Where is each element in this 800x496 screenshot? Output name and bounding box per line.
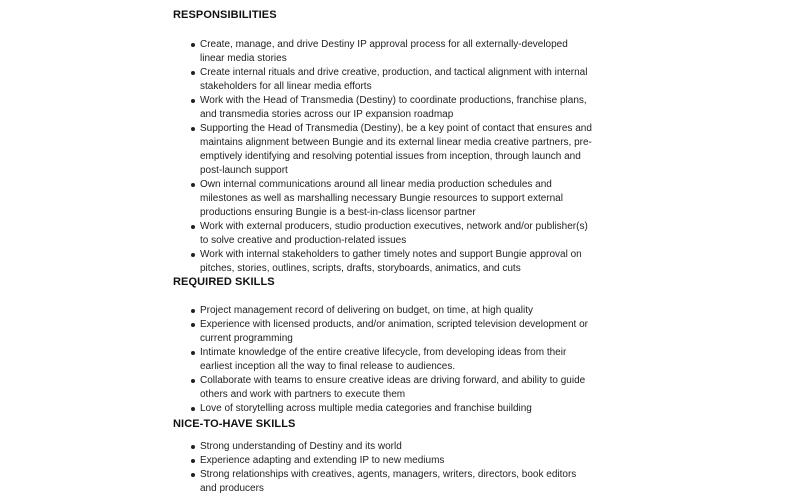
list-item: Supporting the Head of Transmedia (Destiny), be a key point of contact that ensures and maintains alignment between Bungie and its external linear media creative partners, pre-emptively identifying and resolving potential issues from inception, through launch and post-launch support (173, 122, 593, 178)
nice-to-have-list (173, 440, 593, 496)
required-skills-section (173, 275, 593, 416)
nice-to-have-section (173, 417, 593, 496)
section-title-required-skills: REQUIRED SKILLS (173, 276, 275, 288)
list-item: Experience adapting and extending IP to new mediums (173, 454, 593, 468)
list-item: Collaborate with teams to ensure creative ideas are driving forward, and ability to guide others and work with partners to execute them (173, 374, 593, 402)
list-item: Intimate knowledge of the entire creative lifecycle, from developing ideas from their earliest inception all the way to final release to audiences. (173, 346, 593, 374)
list-item: Create internal rituals and drive creative, production, and tactical alignment with internal stakeholders for all linear media efforts (173, 66, 593, 94)
list-item: Experience with licensed products, and/or animation, scripted television development or current programming (173, 318, 593, 346)
list-item: Work with the Head of Transmedia (Destiny) to coordinate productions, franchise plans, and transmedia stories across our IP expansion roadmap (173, 94, 593, 122)
section-title-nice-to-have: NICE-TO-HAVE SKILLS (173, 418, 296, 430)
list-item: Strong relationships with creatives, agents, managers, writers, directors, book editors and producers (173, 468, 593, 496)
section-title-responsibilities: RESPONSIBILITIES (173, 9, 277, 21)
list-item: Strong understanding of Destiny and its world (173, 440, 593, 454)
responsibilities-section (173, 8, 593, 276)
list-item: Project management record of delivering on budget, on time, at high quality (173, 304, 593, 318)
list-item: Create, manage, and drive Destiny IP approval process for all externally-developed linear media stories (173, 38, 593, 66)
list-item: Work with internal stakeholders to gather timely notes and support Bungie approval on pitches, stories, outlines, scripts, drafts, storyboards, animatics, and cuts (173, 248, 593, 276)
list-item: Own internal communications around all linear media production schedules and milestones as well as marshalling necessary Bungie resources to support external productions ensuring Bungie is a best-in-class licensor partner (173, 178, 593, 220)
required-skills-list (173, 304, 593, 416)
list-item: Love of storytelling across multiple media categories and franchise building (173, 402, 593, 416)
list-item: Work with external producers, studio production executives, network and/or publisher(s) to solve creative and production-related issues (173, 220, 593, 248)
responsibilities-list (173, 38, 593, 276)
